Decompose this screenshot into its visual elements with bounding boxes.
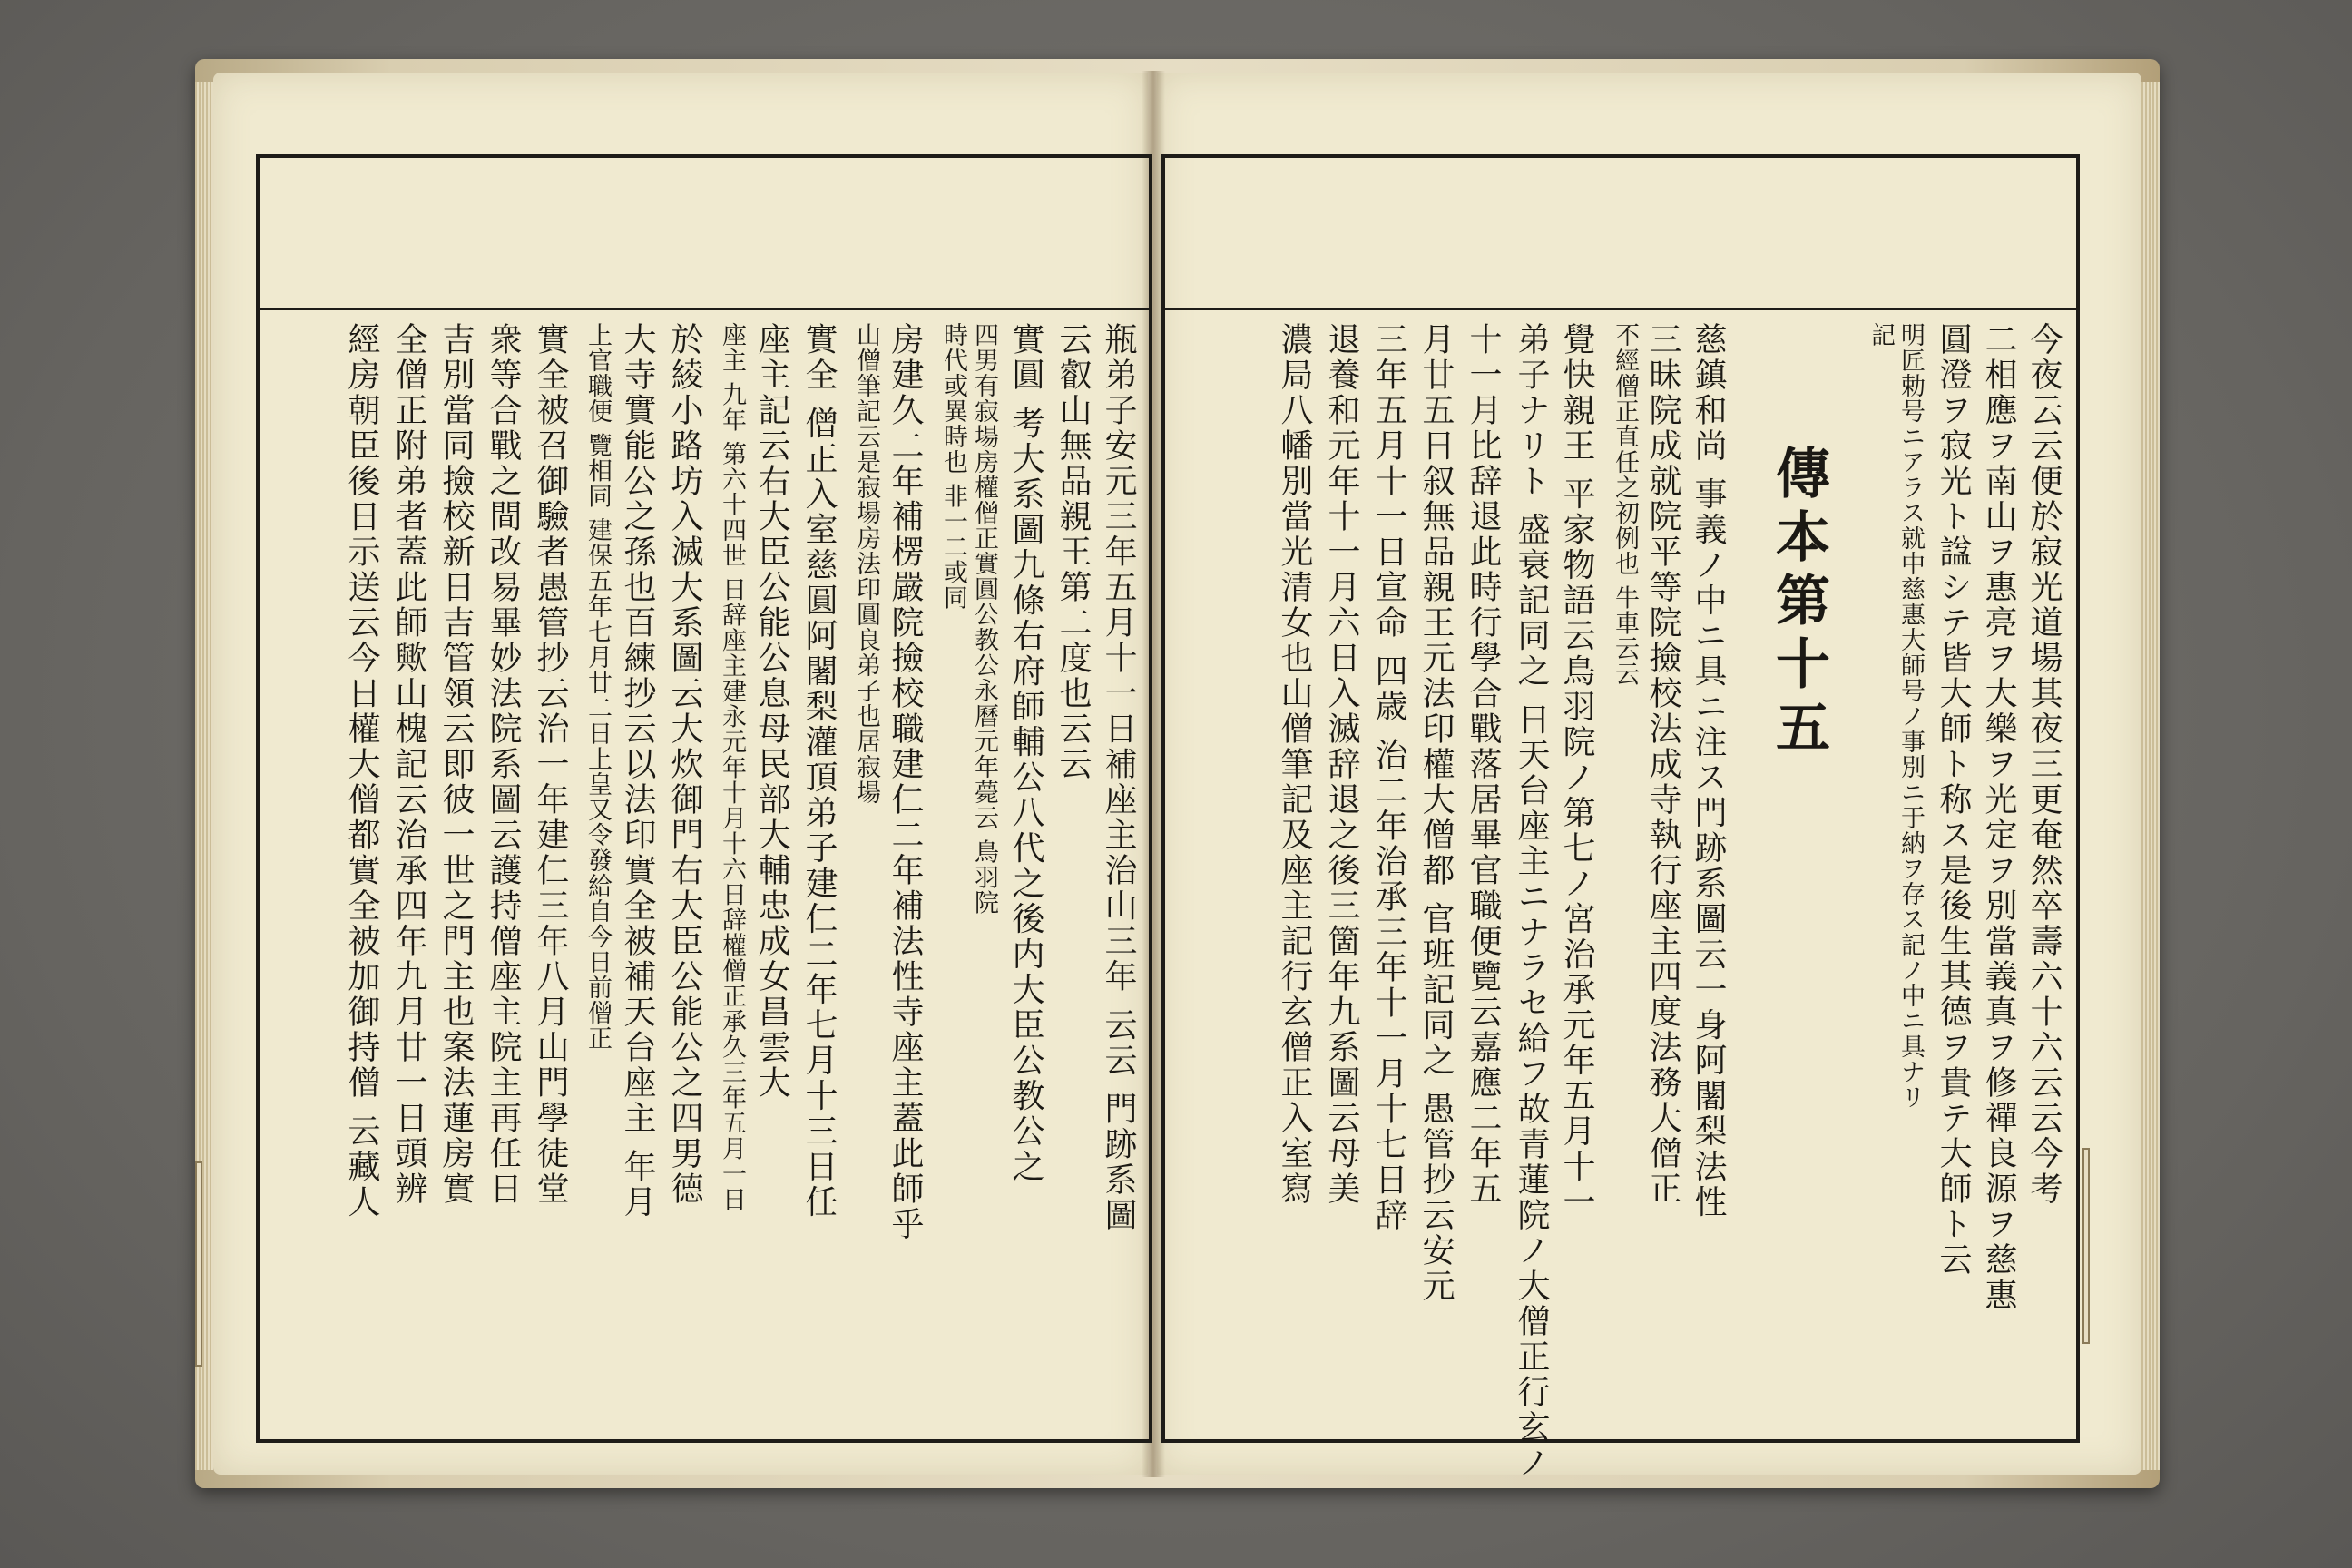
text-column: 大寺實能公之孫也百練抄云以法印實全被補天台座主 年月	[619, 322, 656, 1220]
text-column: 弟子ナリト 盛衰記同之 日天台座主ニナラセ給フ故青蓮院ノ大僧正行玄ノ	[1513, 322, 1550, 1481]
right-page-edges	[2141, 82, 2160, 1470]
text-column: 吉別當同撿校新日吉管領云即彼一世之門主也案法蓮房實	[437, 322, 475, 1207]
text-column: 三昧院成就院平等院撿校法成寺執行座主四度法務大僧正	[1644, 322, 1681, 1207]
text-column: 今夜云云便於寂光道場其夜三更奄然卒壽六十六云云今考	[2025, 322, 2063, 1207]
text-column: 房建久二年補楞嚴院撿校職建仁二年補法性寺座主蓋此師乎	[887, 322, 924, 1242]
text-column: 山僧筆記云是寂場房法印圓良弟子也居寂場	[852, 322, 880, 805]
text-column: 明匠勅号ニアラス就中慈惠大師号ノ事別ニ于納ヲ存ス記ノ中ニ具ナリ	[1896, 322, 1925, 1110]
text-column: 座主 九年 第六十四世 日辞座主建永元年十月十六日辞權僧正承久三年五月一日	[718, 322, 746, 1212]
text-column: 慈鎮和尚 事義ノ中ニ具ニ注ス門跡系圖云一身阿闍梨法性	[1690, 322, 1727, 1220]
left-header-rule	[260, 308, 1149, 310]
text-column: 瓶弟子安元三年五月十一日補座主治山三年 云云 門跡系圖	[1100, 322, 1137, 1233]
text-column: 云叡山無品親王第二度也云云	[1054, 322, 1092, 782]
text-column: 實全被召御驗者愚管抄云治一年建仁三年八月山門學徒堂	[532, 322, 569, 1207]
text-column: 全僧正附弟者蓋此師歟山槐記云治承四年九月廿一日頭辨	[390, 322, 427, 1207]
text-column: 四男有寂場房權僧正實圓公教公永曆元年薨云 鳥羽院	[970, 322, 998, 916]
text-column: 時代或異時也 非一二或同	[939, 322, 967, 611]
text-column: 月廿五日叙無品親王元法印權大僧都 官班記同之 愚管抄云安元	[1417, 322, 1455, 1304]
text-column: 覺快親王 平家物語云鳥羽院ノ第七ノ宮治承元年五月十一	[1558, 322, 1595, 1220]
text-column: 退養和元年十一月六日入滅辞退之後三箇年九系圖云母美	[1323, 322, 1360, 1207]
text-column: 實全 僧正入室慈圓阿闍梨灌頂弟子建仁二年七月十三日任	[800, 322, 838, 1220]
left-edge-tab	[195, 1161, 202, 1367]
section-heading: 傳本第十五	[1767, 445, 1830, 762]
text-column: 不經僧正直任之初例也 牛車云云	[1611, 322, 1639, 687]
text-column: 記	[1867, 322, 1895, 348]
right-header-rule	[1165, 308, 2076, 310]
text-column: 於綾小路坊入滅大系圖云大炊御門右大臣公能公之四男德	[666, 322, 703, 1207]
text-column: 衆等合戰之間改易畢妙法院系圖云護持僧座主院主再任日	[485, 322, 522, 1207]
text-column: 濃局八幡別當光清女也山僧筆記及座主記行玄僧正入室寫	[1276, 322, 1313, 1207]
text-column: 圓澄ヲ寂光ト諡シテ皆大師ト称ス是後生其德ヲ貴テ大師ト云	[1935, 322, 1972, 1278]
text-column: 上官職便 覽相同 建保五年七月廿二日上皇又令發給自今日前僧正	[583, 322, 612, 1052]
text-column: 實圓 考大系圖九條右府師輔公八代之後内大臣公教公之	[1007, 322, 1044, 1185]
text-column: 座主記云右大臣公能公息母民部大輔忠成女昌雲大	[753, 322, 790, 1101]
text-column: 經房朝臣後日示送云今日權大僧都實全被加御持僧 云藏人	[343, 322, 380, 1220]
text-column: 三年五月十一日宣命 四歳 治二年治承三年十一月十七日辞	[1370, 322, 1407, 1233]
text-column: 十一月比辞退此時行學合戰落居畢官職便覽云嘉應二年五	[1465, 322, 1502, 1207]
text-column: 二相應ヲ南山ヲ惠亮ヲ大樂ヲ光定ヲ別當義真ヲ修禪良源ヲ慈惠	[1980, 322, 2017, 1313]
right-edge-tab	[2082, 1148, 2090, 1344]
